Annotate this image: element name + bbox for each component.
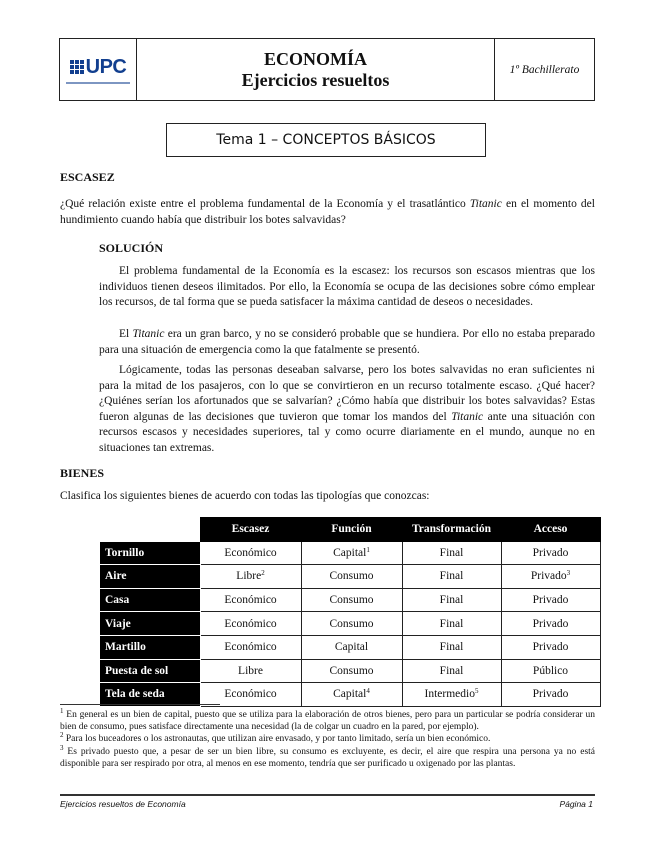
column-header: Transformación	[402, 518, 501, 542]
section-heading-bienes: BIENES	[60, 466, 105, 480]
footnote: $^1$ En general es un bien de capital, puesto que se utiliza para la elaboración de otros bienes, pero para un particular se podría considerar un bien de consumo, pues satisface directamente una necesidad (la de colgar un cuadro en la pared, por ejemplo).	[60, 707, 595, 732]
topic-title: Tema 1 – CONCEPTOS BÁSICOS	[166, 123, 486, 157]
table-cell: Económico	[200, 683, 301, 707]
table-cell: Privado	[501, 541, 600, 565]
table-cell: Capital$^4$	[301, 683, 402, 707]
title-line-1: ECONOMÍA	[264, 48, 367, 69]
table-cell: Económico	[200, 635, 301, 659]
row-header: Aire	[100, 565, 201, 589]
table-cell: Económico	[200, 541, 301, 565]
column-header: Acceso	[501, 518, 600, 542]
table-row	[100, 683, 601, 707]
row-header: Martillo	[100, 635, 201, 659]
table-cell: Final	[402, 541, 501, 565]
document-title	[137, 39, 495, 100]
row-header: Tela de seda	[100, 683, 201, 707]
title-line-2: Ejercicios resueltos	[241, 69, 390, 90]
table-cell: Capital$^1$	[301, 541, 402, 565]
solution-heading: SOLUCIÓN	[99, 241, 164, 255]
table-cell: Privado	[501, 635, 600, 659]
table-cell: Económico	[200, 588, 301, 612]
row-header: Tornillo	[100, 541, 201, 565]
column-header: Función	[301, 518, 402, 542]
question-escasez: ¿Qué relación existe entre el problema fundamental de la Economía y el trasatlántico Titanic en el momento del hundimiento cuando había que distribuir los botes salvavidas?	[60, 198, 595, 226]
table-header-row	[100, 518, 601, 542]
table-row	[100, 635, 601, 659]
table-cell: Consumo	[301, 612, 402, 636]
solution-paragraph-1: El problema fundamental de la Economía es la escasez: los recursos son escasos mientras que los individuos tienen deseos ilimitados. Por ello, la Economía se ocupa de las decisiones sobre cómo emplear los recursos, de tal forma que se pueda satisfacer la máxima cantidad de deseos o necesidades.	[99, 265, 595, 308]
row-header: Casa	[100, 588, 201, 612]
row-header: Viaje	[100, 612, 201, 636]
upc-logo	[60, 39, 137, 100]
footer-rule	[60, 794, 595, 796]
footnote: $^3$ Es privado puesto que, a pesar de ser un bien libre, su consumo es excluyente, es decir, el aire que respira una persona ya no está disponible para ser respirado por otra, al menos en ese momento, tendría que ser purificado u oxigenado por las plantas.	[60, 744, 595, 769]
table-cell: Privado	[501, 588, 600, 612]
table-cell: Final	[402, 612, 501, 636]
table-row	[100, 588, 601, 612]
table-cell: Final	[402, 635, 501, 659]
section-heading-escasez: ESCASEZ	[60, 170, 115, 184]
table-row	[100, 541, 601, 565]
table-cell: Consumo	[301, 659, 402, 683]
table-cell: Público	[501, 659, 600, 683]
course-level: 1º Bachillerato	[509, 63, 580, 76]
bienes-instruction: Clasifica los siguientes bienes de acuerdo con todas las tipologías que conozcas:	[60, 490, 430, 502]
logo-dots-icon	[70, 60, 84, 74]
table-cell: Libre	[200, 659, 301, 683]
table-cell: Intermedio$^5$	[402, 683, 501, 707]
table-cell: Privado	[501, 683, 600, 707]
goods-classification-table	[99, 517, 601, 707]
footnote-marker: 2	[261, 569, 265, 578]
table-row	[100, 659, 601, 683]
table-cell: Consumo	[301, 565, 402, 589]
footnote-marker: 5	[474, 687, 479, 696]
table-cell: Final	[402, 565, 501, 589]
table-row	[100, 612, 601, 636]
footnote-marker: 3	[566, 569, 571, 578]
solution-paragraph-3: Lógicamente, todas las personas deseaban salvarse, pero los botes salvavidas no eran suficientes ni para la mitad de los pasajeros, con lo que se convirtieron en un recurso totalmente escaso. ¿Qué hacer? ¿Quiénes serían los afortunados que se salvarían? ¿Cómo había que distribuir los botes salvavidas? Estas fueron algunas de las decisiones que tuvieron que tomar los mandos del Titanic ante una situación con recursos escasos y necesidades superiores, tal y como ocurre diariamente en el mundo, aunque no en situaciones tan extremas.	[99, 364, 595, 454]
table-cell: Privado	[501, 612, 600, 636]
solution-paragraph-2: El Titanic era un gran barco, y no se consideró probable que se hundiera. Por ello no estaba preparado para una situación de emergencia como la que fatalmente se presentó.	[99, 328, 595, 356]
row-header: Puesta de sol	[100, 659, 201, 683]
table-cell: Final	[402, 588, 501, 612]
footnote-marker: 4	[366, 687, 370, 696]
footnote-marker: 1	[366, 545, 370, 554]
table-row	[100, 565, 601, 589]
footnote-separator	[60, 704, 220, 705]
table-cell: Final	[402, 659, 501, 683]
footer-page-number: Página 1	[559, 799, 593, 809]
page-header	[59, 38, 595, 101]
table-cell: Libre$^2$	[200, 565, 301, 589]
logo-text: UPC	[85, 55, 127, 78]
footer-document-name: Ejercicios resueltos de Economía	[60, 799, 186, 809]
table-cell: Consumo	[301, 588, 402, 612]
table-cell: Económico	[200, 612, 301, 636]
column-header: Escasez	[200, 518, 301, 542]
table-cell: Privado$^3$	[501, 565, 600, 589]
table-cell: Capital	[301, 635, 402, 659]
footnote: $^2$ Para los buceadores o los astronautas, que utilizan aire envasado, y por tanto limitado, sería un bien económico.	[60, 731, 491, 744]
